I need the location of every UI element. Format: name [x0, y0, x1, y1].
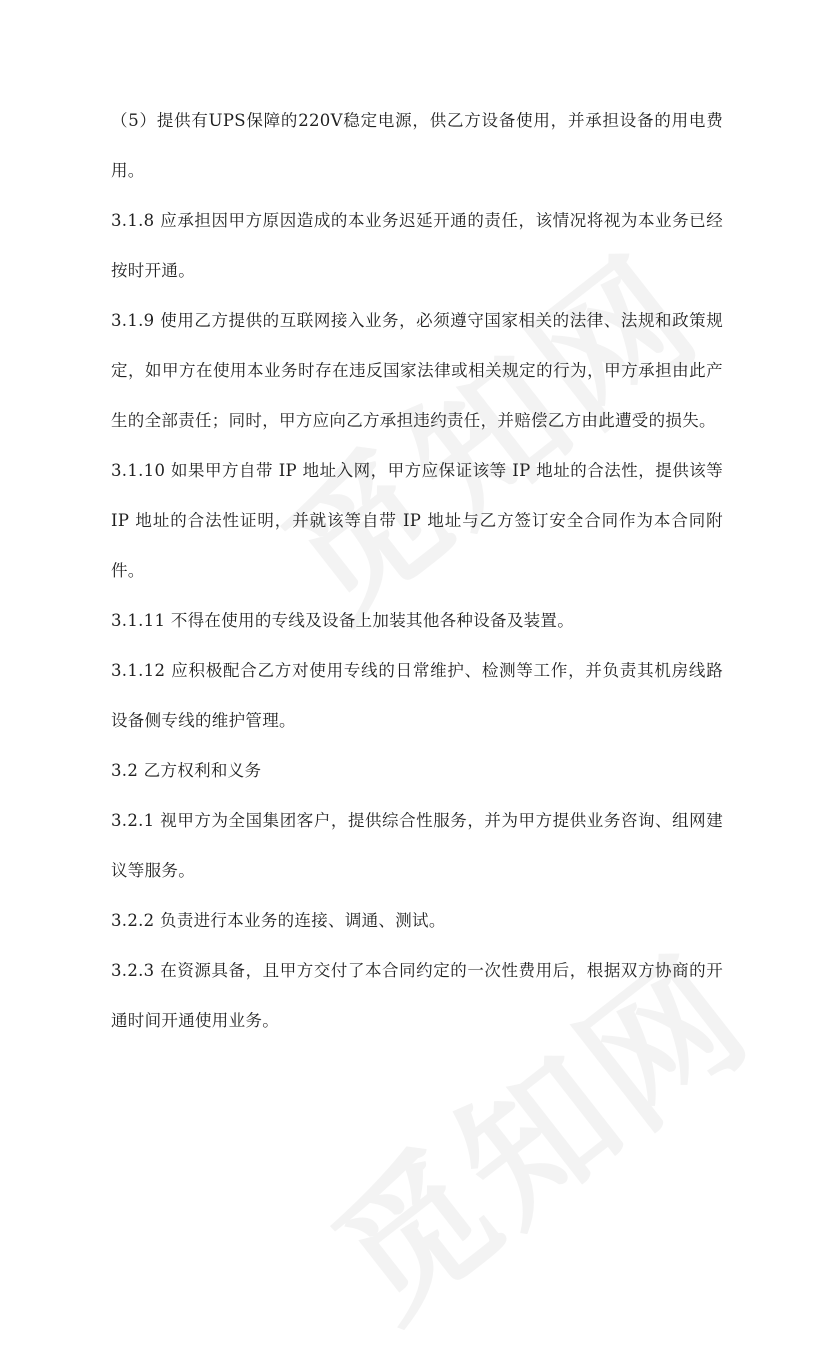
paragraph-3-1-9: 3.1.9 使用乙方提供的互联网接入业务，必须遵守国家相关的法律、法规和政策规定，如甲方在使用本业务时存在违反国家法律或相关规定的行为，甲方承担由此产生的全部责任；同时，甲方应向乙方承担违约责任，并赔偿乙方由此遭受的损失。 — [111, 311, 723, 430]
paragraph-3-1-10: 3.1.10 如果甲方自带 IP 地址入网，甲方应保证该等 IP 地址的合法性，提供该等 IP 地址的合法性证明，并就该等自带 IP 地址与乙方签订安全合同作为本合同附件。 — [111, 461, 723, 580]
document-body — [111, 96, 723, 1046]
paragraph-ups-power: （5）提供有UPS保障的220V稳定电源，供乙方设备使用，并承担设备的用电费用。 — [111, 111, 723, 180]
paragraph-3-2-1: 3.2.1 视甲方为全国集团客户，提供综合性服务，并为甲方提供业务咨询、组网建议等服务。 — [111, 811, 723, 880]
paragraph-3-1-12: 3.1.12 应积极配合乙方对使用专线的日常维护、检测等工作，并负责其机房线路设备侧专线的维护管理。 — [111, 661, 723, 730]
section-heading-3-2: 3.2 乙方权利和义务 — [111, 761, 262, 780]
paragraph-3-2-2: 3.2.2 负责进行本业务的连接、调通、测试。 — [111, 911, 446, 930]
paragraph-3-1-8: 3.1.8 应承担因甲方原因造成的本业务迟延开通的责任，该情况将视为本业务已经按时开通。 — [111, 211, 723, 280]
paragraph-3-1-11: 3.1.11 不得在使用的专线及设备上加装其他各种设备及装置。 — [111, 611, 575, 630]
paragraph-3-2-3: 3.2.3 在资源具备，且甲方交付了本合同约定的一次性费用后，根据双方协商的开通时间开通使用业务。 — [111, 961, 723, 1030]
